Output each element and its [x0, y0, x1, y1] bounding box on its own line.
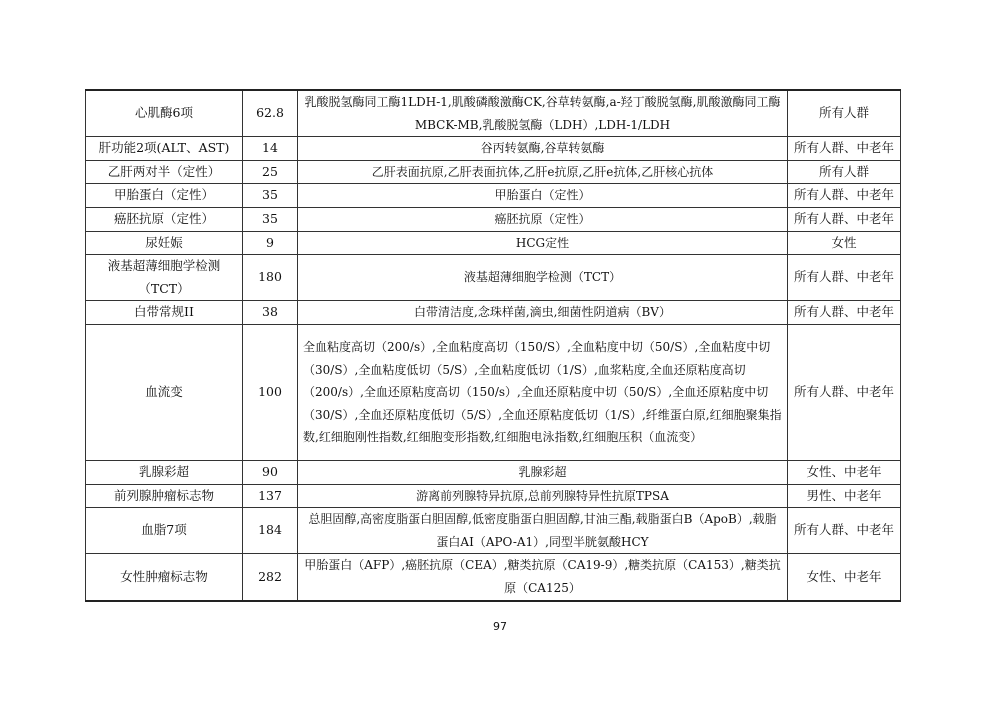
audience-cell: 女性	[788, 231, 901, 255]
items-cell: HCG定性	[298, 231, 788, 255]
items-cell: 全血粘度高切（200/s）,全血粘度高切（150/S）,全血粘度中切（50/S）,全血粘度中切（30/S）,全血粘度低切（5/S）,全血粘度低切（1/S）,血浆粘度,全血还原粘度高切（200/s）,全血还原粘度高切（150/s）,全血还原粘度中切（50/S）,全血还原粘度中切（30/S）,全血还原粘度低切（5/S）,全血还原粘度低切（1/S）,纤维蛋白原,红细胞聚集指数,红细胞刚性指数,红细胞变形指数,红细胞电泳指数,红细胞压积（血流变）	[298, 324, 788, 460]
table-row	[86, 324, 901, 460]
items-cell: 乳腺彩超	[298, 460, 788, 484]
items-cell: 谷丙转氨酶,谷草转氨酶	[298, 137, 788, 161]
table-row	[86, 554, 901, 601]
item-name-line: 液基超薄细胞学检测	[107, 258, 221, 274]
items-cell: 甲胎蛋白（AFP）,癌胚抗原（CEA）,糖类抗原（CA19-9）,糖类抗原（CA153）,糖类抗原（CA125）	[298, 554, 788, 601]
items-cell: 白带清洁度,念珠样菌,滴虫,细菌性阴道病（BV）	[298, 301, 788, 325]
table-row	[86, 137, 901, 161]
price-cell: 100	[243, 324, 298, 460]
item-name-cell: 乙肝两对半（定性）	[86, 160, 243, 184]
table-row	[86, 207, 901, 231]
audience-cell: 女性、中老年	[788, 460, 901, 484]
audience-cell: 所有人群	[788, 160, 901, 184]
audience-cell: 所有人群、中老年	[788, 255, 901, 301]
item-name-cell: 血流变	[86, 324, 243, 460]
table-row	[86, 90, 901, 137]
price-cell: 35	[243, 184, 298, 208]
audience-cell: 所有人群、中老年	[788, 301, 901, 325]
items-cell: 游离前列腺特异抗原,总前列腺特异性抗原TPSA	[298, 484, 788, 508]
audience-cell: 所有人群、中老年	[788, 324, 901, 460]
table-row	[86, 231, 901, 255]
table-row	[86, 160, 901, 184]
table-row	[86, 301, 901, 325]
price-cell: 62.8	[243, 90, 298, 137]
items-cell: 癌胚抗原（定性）	[298, 207, 788, 231]
table-row	[86, 255, 901, 301]
audience-cell: 女性、中老年	[788, 554, 901, 601]
item-name-cell: 白带常规II	[86, 301, 243, 325]
item-name-cell: 乳腺彩超	[86, 460, 243, 484]
audience-cell: 所有人群、中老年	[788, 207, 901, 231]
price-cell: 9	[243, 231, 298, 255]
table-row	[86, 460, 901, 484]
table-row	[86, 184, 901, 208]
items-cell: 甲胎蛋白（定性）	[298, 184, 788, 208]
items-cell: 乳酸脱氢酶同工酶1LDH-1,肌酸磷酸激酶CK,谷草转氨酶,a-羟丁酸脱氢酶,肌酸激酶同工酶MBCK-MB,乳酸脱氢酶（LDH）,LDH-1/LDH	[298, 90, 788, 137]
table-row	[86, 484, 901, 508]
item-name-cell: 尿妊娠	[86, 231, 243, 255]
audience-cell: 所有人群、中老年	[788, 137, 901, 161]
price-cell: 38	[243, 301, 298, 325]
item-name-cell: 前列腺肿瘤标志物	[86, 484, 243, 508]
page-number: 97	[493, 620, 507, 633]
price-cell: 90	[243, 460, 298, 484]
price-cell: 282	[243, 554, 298, 601]
audience-cell: 所有人群、中老年	[788, 508, 901, 554]
audience-cell: 所有人群、中老年	[788, 184, 901, 208]
items-cell: 总胆固醇,高密度脂蛋白胆固醇,低密度脂蛋白胆固醇,甘油三酯,载脂蛋白B（ApoB）,载脂蛋白AI（APO-A1）,同型半胱氨酸HCY	[298, 508, 788, 554]
table-row	[86, 508, 901, 554]
item-name-cell: 血脂7项	[86, 508, 243, 554]
price-cell: 184	[243, 508, 298, 554]
audience-cell: 男性、中老年	[788, 484, 901, 508]
items-cell: 液基超薄细胞学检测（TCT）	[298, 255, 788, 301]
price-cell: 25	[243, 160, 298, 184]
item-name-cell: 肝功能2项(ALT、AST)	[86, 137, 243, 161]
audience-cell: 所有人群	[788, 90, 901, 137]
item-name-line: （TCT）	[138, 280, 190, 296]
price-cell: 14	[243, 137, 298, 161]
price-cell: 137	[243, 484, 298, 508]
item-name-cell: 心肌酶6项	[86, 90, 243, 137]
price-cell: 35	[243, 207, 298, 231]
item-name-cell	[86, 255, 243, 301]
item-name-cell: 癌胚抗原（定性）	[86, 207, 243, 231]
checkup-items-table	[85, 89, 901, 602]
item-name-cell: 女性肿瘤标志物	[86, 554, 243, 601]
item-name-cell: 甲胎蛋白（定性）	[86, 184, 243, 208]
items-cell: 乙肝表面抗原,乙肝表面抗体,乙肝e抗原,乙肝e抗体,乙肝核心抗体	[298, 160, 788, 184]
price-cell: 180	[243, 255, 298, 301]
